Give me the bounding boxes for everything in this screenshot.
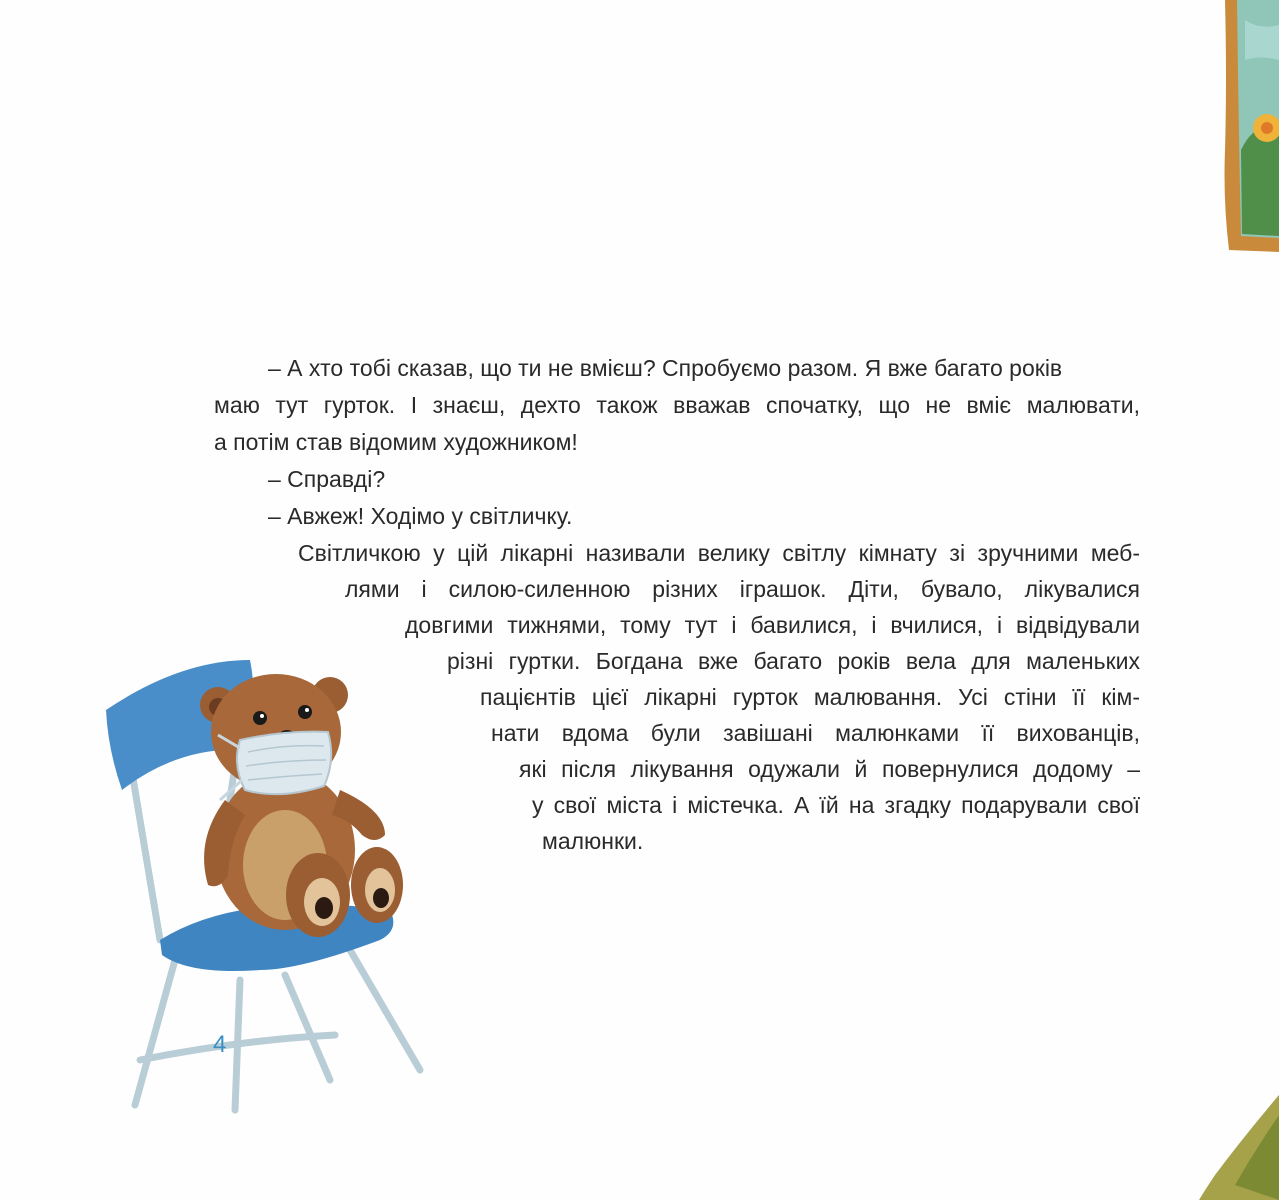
narrative-line: які після лікування одужали й повернулися додому – xyxy=(519,756,1140,782)
page-number: 4 xyxy=(213,1031,227,1058)
dialogue-line: – Справді? xyxy=(268,466,386,492)
narrative-line: лями і силою-силенною різних іграшок. Діти, бувало, лікувалися xyxy=(345,576,1140,602)
dialogue-line: – Авжеж! Ходімо у світличку. xyxy=(268,503,573,529)
dialogue-line: а потім став відомим художником! xyxy=(214,429,578,455)
narrative-line: Світличкою у цій лікарні називали велику світлу кімнату зі зручними меб- xyxy=(298,540,1140,566)
narrative-line: нати вдома були завішані малюнками її вихованців, xyxy=(491,720,1140,746)
narrative-line: малюнки. xyxy=(542,828,644,854)
dialogue-line: – А хто тобі сказав, що ти не вмієш? Спробуємо разом. Я вже багато років xyxy=(268,355,1063,381)
narrative-line: різні гуртки. Богдана вже багато років вела для маленьких xyxy=(447,648,1140,674)
narrative-line: довгими тижнями, тому тут і бавилися, і вчилися, і відвідували xyxy=(405,612,1140,638)
narrative-line: у свої міста і містечка. А їй на згадку подарували свої xyxy=(532,792,1140,818)
narrative-line: пацієнтів цієї лікарні гурток малювання. Усі стіни її кім- xyxy=(480,684,1140,710)
dialogue-line: маю тут гурток. І знаєш, дехто також вважав спочатку, що не вміє малювати, xyxy=(214,392,1140,418)
